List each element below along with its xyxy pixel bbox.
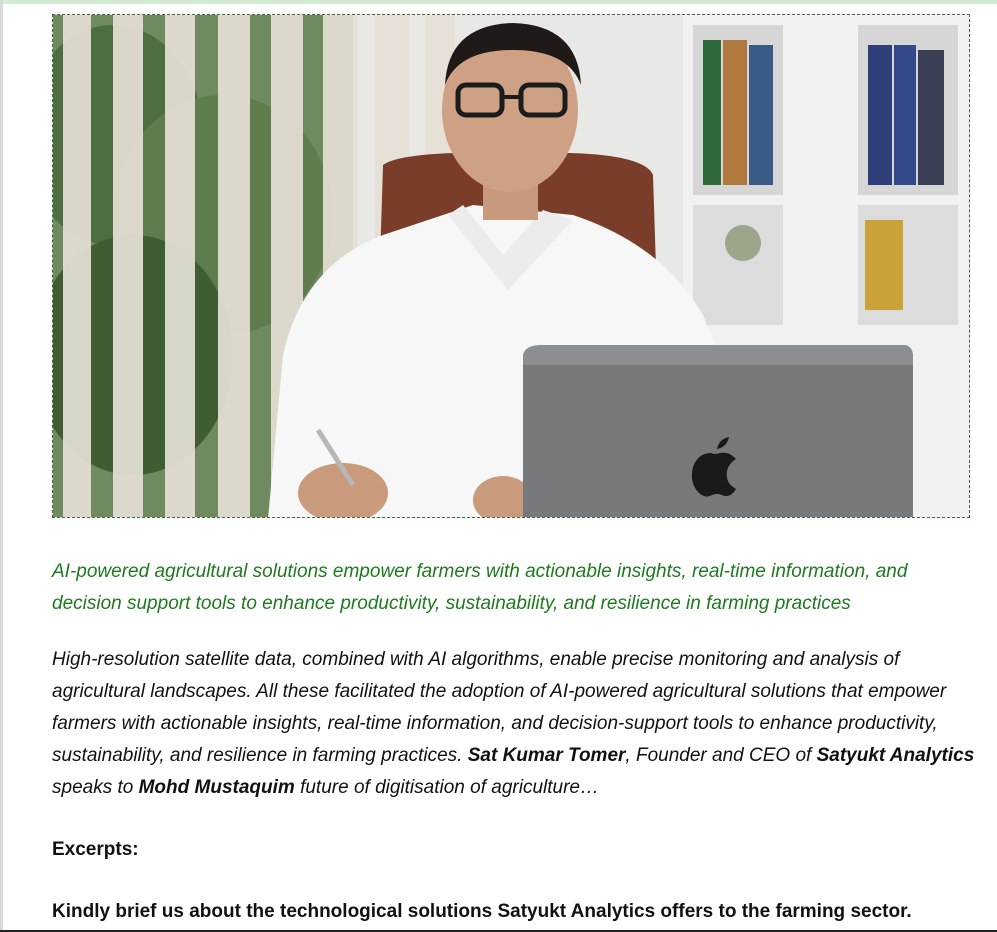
top-accent-strip xyxy=(0,0,997,4)
company-name: Satyukt Analytics xyxy=(816,745,975,766)
person-name: Sat Kumar Tomer xyxy=(467,745,626,766)
interview-question: Kindly brief us about the technological solutions Satyukt Analytics offers to the farming sector. xyxy=(52,901,912,922)
article-intro xyxy=(52,644,982,804)
portrait-illustration xyxy=(53,15,970,518)
excerpts-heading: Excerpts: xyxy=(52,839,139,860)
left-page-edge xyxy=(0,0,3,932)
intro-text-1: High-resolution satellite data, combined with AI algorithms, enable precise monitoring and analysis of agricultural landscapes. All these facilitated the adoption of AI-powered agricultural solutions that empower farmers with actionable insights, real-time information, and decision-support tools to enhance productivity, sustainability, and resilience in farming practices. xyxy=(52,649,947,766)
intro-text-4: future of digitisation of agriculture… xyxy=(294,777,599,798)
intro-text-3: speaks to xyxy=(52,777,139,798)
intro-text-2: , Founder and CEO of xyxy=(625,745,817,766)
interviewer-name: Mohd Mustaquim xyxy=(138,777,295,798)
article-photo[interactable] xyxy=(52,14,970,518)
photo-caption: AI-powered agricultural solutions empower farmers with actionable insights, real-time information, and decision support tools to enhance productivity, sustainability, and resilience in farming practices xyxy=(52,561,908,614)
